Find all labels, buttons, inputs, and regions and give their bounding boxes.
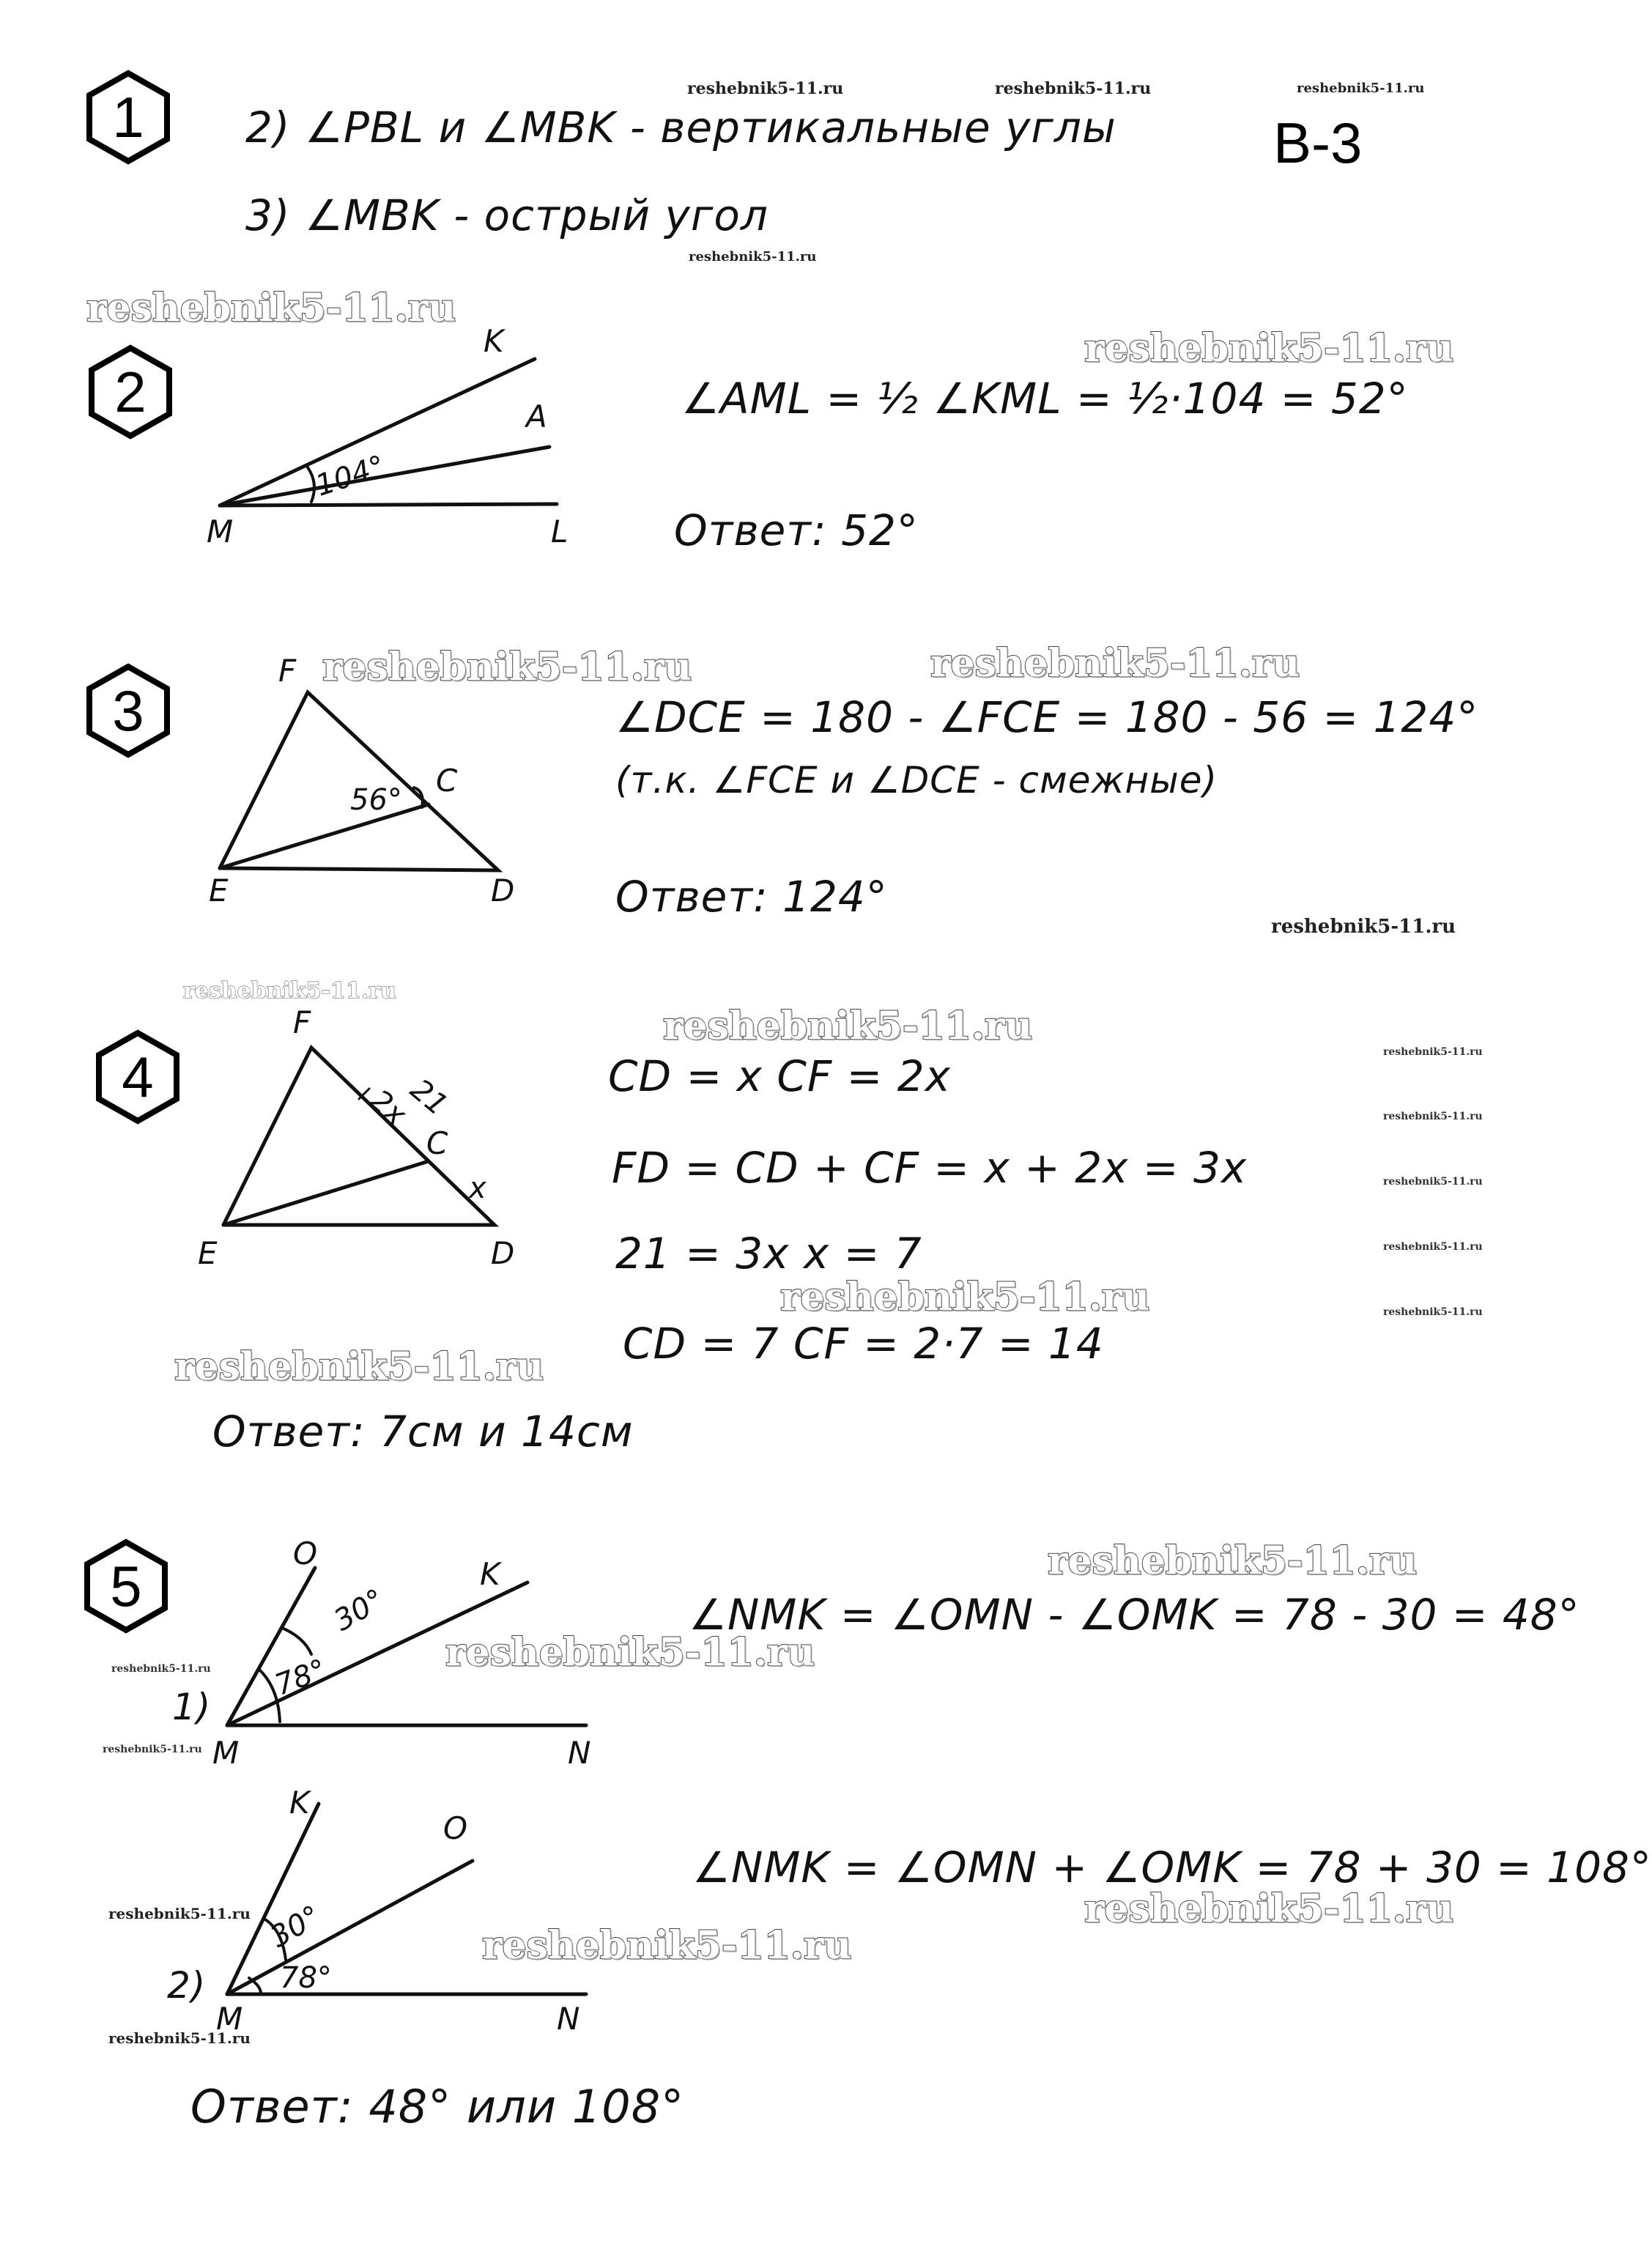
watermark: reshebnik5-11.ru [183, 978, 396, 1004]
watermark: reshebnik5-11.ru [1048, 1538, 1418, 1583]
angle-label: 30° [328, 1582, 390, 1638]
solution-line: ∠AML = ½ ∠KML = ½·104 = 52° [681, 374, 1409, 423]
solution-line: ∠NMK = ∠OMN - ∠OMK = 78 - 30 = 48° [689, 1590, 1580, 1640]
solution-line: FD = CD + CF = x + 2x = 3x [612, 1143, 1248, 1193]
solution-line: 3) ∠MBK - острый угол [245, 190, 768, 240]
point-label-n: N [568, 1735, 591, 1771]
watermark: reshebnik5-11.ru [1383, 1176, 1483, 1188]
ray-mo [227, 1568, 315, 1725]
variant-label: B-3 [1273, 111, 1363, 175]
problem-number: 2 [114, 359, 147, 424]
watermark: reshebnik5-11.ru [111, 1663, 211, 1675]
angle-label: 78° [270, 1653, 331, 1703]
watermark: reshebnik5-11.ru [780, 1275, 1150, 1319]
ray-ml [220, 504, 557, 506]
problem-number: 4 [122, 1044, 154, 1109]
case-label: 1) [172, 1686, 212, 1728]
solution-line: ∠DCE = 180 - ∠FCE = 180 - 56 = 124° [615, 692, 1479, 742]
point-label-e: E [198, 1235, 218, 1271]
solution-line: (т.к. ∠FCE и ∠DCE - смежные) [615, 759, 1218, 801]
point-label-d: D [491, 1235, 515, 1271]
watermark: reshebnik5-11.ru [445, 1630, 815, 1675]
watermark: reshebnik5-11.ru [687, 79, 844, 98]
angle-figure-case2 [220, 1795, 601, 2007]
point-label-c: C [426, 1125, 448, 1161]
watermark: reshebnik5-11.ru [930, 641, 1300, 686]
watermark: reshebnik5-11.ru [174, 1344, 544, 1389]
point-label-e: E [209, 873, 229, 908]
problem-number-badge [84, 663, 172, 758]
watermark: reshebnik5-11.ru [663, 1004, 1033, 1048]
watermark: reshebnik5-11.ru [86, 286, 456, 330]
answer: Ответ: 7см и 14см [212, 1407, 634, 1456]
point-label-c: C [436, 763, 458, 799]
segment-label-fd: 21 [404, 1073, 454, 1122]
point-label-f: F [278, 653, 297, 689]
point-label-k: K [480, 1556, 500, 1592]
watermark: reshebnik5-11.ru [1084, 1886, 1454, 1931]
solution-line: CD = 7 CF = 2·7 = 14 [623, 1319, 1104, 1369]
solution-line: 21 = 3x x = 7 [615, 1229, 922, 1278]
segment-label-cd: x [469, 1171, 486, 1205]
watermark: reshebnik5-11.ru [322, 645, 692, 689]
solution-line: 2) ∠PBL и ∠MBK - вертикальные углы [245, 103, 1116, 152]
triangle-figure [205, 1033, 527, 1245]
case-label: 2) [167, 1964, 207, 2007]
point-label-f: F [293, 1004, 311, 1040]
point-label-m: M [212, 1735, 240, 1771]
segment-label-fc: 2x [363, 1083, 413, 1133]
solution-line: CD = x CF = 2x [608, 1051, 951, 1101]
angle-label: 78° [280, 1961, 332, 1995]
watermark: reshebnik5-11.ru [1084, 326, 1454, 371]
angle-label: 56° [350, 783, 402, 817]
problem-number: 3 [112, 678, 144, 743]
watermark: reshebnik5-11.ru [1383, 1306, 1483, 1318]
watermark: reshebnik5-11.ru [103, 1744, 202, 1755]
solution-line: ∠NMK = ∠OMN + ∠OMK = 78 + 30 = 108° [692, 1843, 1652, 1892]
watermark: reshebnik5-11.ru [1383, 1241, 1483, 1253]
angle-arc [282, 1628, 311, 1654]
angle-figure [212, 344, 593, 549]
answer: Ответ: 124° [615, 872, 888, 922]
watermark: reshebnik5-11.ru [482, 1923, 852, 1968]
point-label-l: L [551, 514, 568, 549]
watermark: reshebnik5-11.ru [689, 249, 817, 264]
triangle-efd [223, 1048, 495, 1225]
watermark: reshebnik5-11.ru [1297, 81, 1425, 96]
watermark: reshebnik5-11.ru [1383, 1046, 1483, 1058]
point-label-m: M [216, 2001, 243, 2037]
problem-number: 5 [110, 1553, 142, 1618]
angle-label: 30° [264, 1899, 327, 1955]
watermark: reshebnik5-11.ru [1271, 916, 1456, 938]
problem-number-badge [82, 1538, 170, 1634]
point-label-a: A [526, 399, 547, 434]
point-label-n: N [557, 2001, 580, 2037]
answer: Ответ: 52° [674, 506, 919, 555]
problem-number: 1 [112, 84, 144, 149]
watermark: reshebnik5-11.ru [108, 2029, 251, 2047]
point-label-o: O [293, 1536, 318, 1571]
answer: Ответ: 48° или 108° [190, 2080, 685, 2133]
problem-number-badge [94, 1029, 182, 1125]
point-label-m: M [207, 514, 234, 549]
point-label-o: O [443, 1810, 468, 1846]
segment-ec [223, 1161, 429, 1225]
point-label-k: K [484, 323, 504, 359]
point-label-d: D [491, 873, 515, 908]
watermark: reshebnik5-11.ru [1383, 1111, 1483, 1122]
ray-mo [227, 1861, 473, 1994]
watermark: reshebnik5-11.ru [995, 79, 1152, 98]
point-label-k: K [289, 1785, 310, 1821]
problem-number-badge [86, 344, 174, 440]
problem-number-badge [84, 70, 172, 165]
angle-label: 104° [311, 449, 390, 503]
watermark: reshebnik5-11.ru [108, 1905, 251, 1922]
